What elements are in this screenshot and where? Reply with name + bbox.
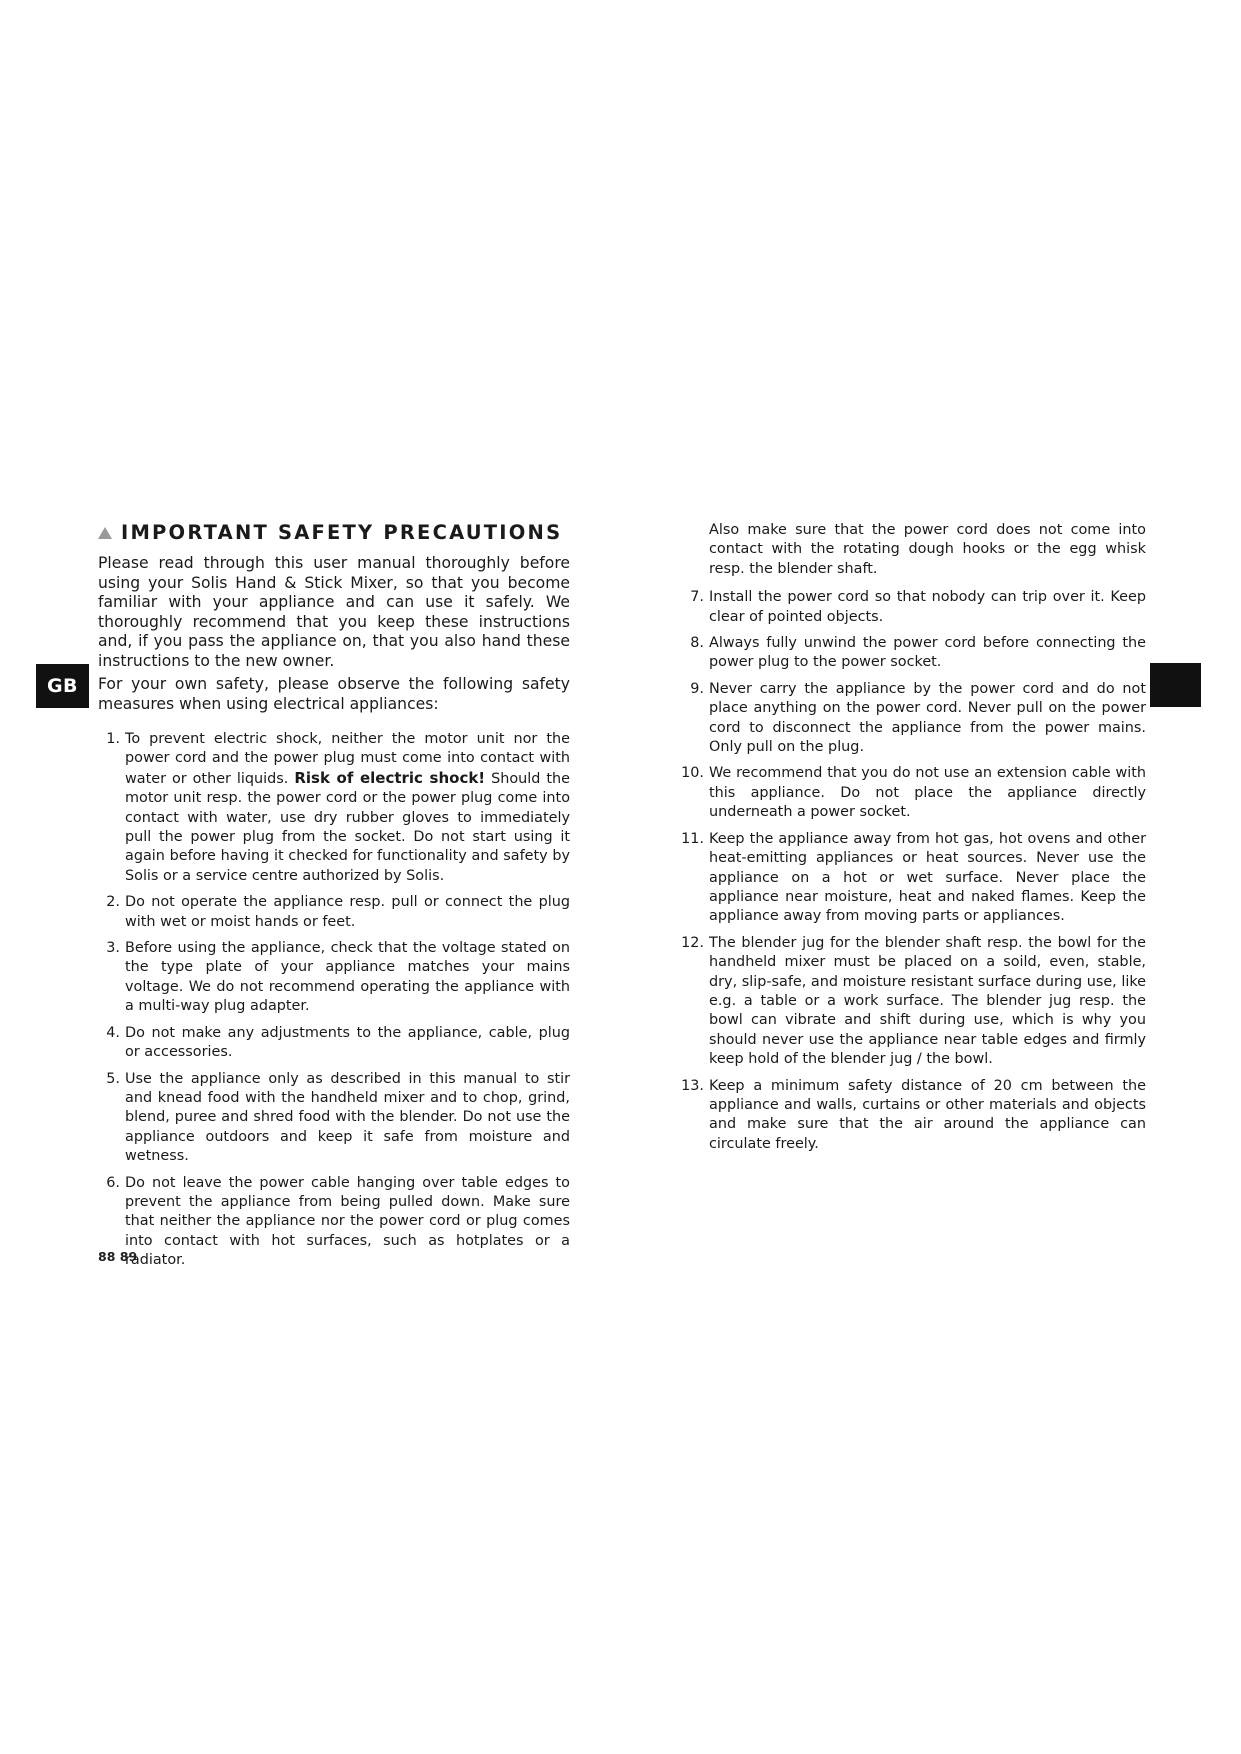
item-text: Do not leave the power cable hanging over table edges to prevent the appliance from being pulled down. Make sure that neither the appliance nor the power cord or plug comes into contact with hot surfaces, such as hotplates or a radiator.	[125, 1174, 570, 1269]
list-item	[676, 634, 1146, 673]
warning-triangle-icon	[98, 527, 112, 539]
list-item	[676, 588, 1146, 627]
list-item	[98, 730, 570, 886]
item-text: Install the power cord so that nobody can trip over it. Keep clear of pointed objects.	[709, 589, 1146, 625]
item-text: Never carry the appliance by the power cord and do not place anything on the power cord. Never pull on the power cord to disconnect the appliance from the power mains. Only pull on the plug.	[709, 680, 1146, 756]
item-text-continued: Should the motor unit resp. the power cord or the power plug come into contact with water, use dry rubber gloves to immediately pull the power plug from the socket. Do not start using it again before having it checked for functionality and safety by Solis or a service centre authorized by Solis.	[125, 770, 570, 884]
item-text: Before using the appliance, check that the voltage stated on the type plate of your appliance matches your mains voltage. We do not recommend operating the appliance with a multi-way plug adapter.	[125, 940, 570, 1015]
item-text: The blender jug for the blender shaft resp. the bowl for the handheld mixer must be placed on a soild, even, stable, dry, slip-safe, and moisture resistant surface during use, like e.g. a table or a work surface. The blender jug resp. the bowl can vibrate and shift during use, which is why you should never use the appliance near table edges and firmly keep hold of the blender jug / the bowl.	[709, 934, 1146, 1068]
item-text: We recommend that you do not use an extension cable with this appliance. Do not place the appliance directly underneath a power socket.	[709, 765, 1146, 821]
page-numbers: 88 89	[98, 1249, 138, 1264]
item-number: 9.	[690, 680, 704, 697]
item-number: 12.	[681, 934, 704, 951]
item-number: 4.	[106, 1024, 120, 1041]
list-item	[98, 1174, 570, 1271]
list-item	[676, 680, 1146, 758]
item-text: Do not make any adjustments to the appliance, cable, plug or accessories.	[125, 1024, 570, 1061]
item-number: 13.	[681, 1077, 704, 1094]
item-warning-emphasis: Risk of electric shock!	[294, 768, 486, 787]
list-item	[676, 764, 1146, 822]
item-text: Do not operate the appliance resp. pull or connect the plug with wet or moist hands or feet.	[125, 894, 570, 930]
list-item	[98, 1024, 570, 1063]
intro-paragraph-safety: For your own safety, please observe the following safety measures when using electrical appliances:	[98, 675, 570, 713]
list-item	[676, 1077, 1146, 1155]
item-number: 5.	[106, 1070, 120, 1087]
left-column	[98, 521, 570, 1278]
intro-paragraph: Please read through this user manual thoroughly before using your Solis Hand & Stick Mixer, so that you become familiar with your appliance and can use it safely. We thoroughly recommend that you keep these instructions and, if you pass the appliance on, that you also hand these instructions to the new owner.	[98, 554, 570, 670]
safety-list-left	[98, 730, 570, 1271]
item-number: 2.	[106, 894, 120, 911]
item-number: 6.	[106, 1174, 120, 1191]
item-number: 7.	[690, 589, 704, 606]
section-heading	[98, 521, 570, 544]
item-text: Use the appliance only as described in this manual to stir and knead food with the handheld mixer and to chop, grind, blend, puree and shred food with the blender. Do not use the appliance outdoors and keep it safe from moisture and wetness.	[125, 1070, 570, 1165]
list-item	[98, 1070, 570, 1167]
item-text: Keep a minimum safety distance of 20 cm between the appliance and walls, curtains or other materials and objects and make sure that the air around the appliance can circulate freely.	[709, 1077, 1146, 1152]
item-number: 8.	[690, 635, 704, 652]
list-item	[98, 939, 570, 1017]
item-number: 1.	[106, 731, 120, 747]
list-item	[676, 934, 1146, 1070]
language-tab-label: GB	[46, 675, 79, 697]
item-text: Keep the appliance away from hot gas, hot ovens and other heat-emitting appliances or heat sources. Never use the appliance on a hot or wet surface. Never place the appliance near moisture, heat and naked flames. Keep the appliance away from moving parts or appliances.	[709, 830, 1146, 925]
language-tab	[36, 664, 89, 708]
item-text: Always fully unwind the power cord before connecting the power plug to the power socket.	[709, 635, 1146, 671]
item-number: 10.	[681, 765, 704, 782]
item-text: To prevent electric shock, neither the motor unit nor the power cord and the power plug must come into contact with water or other liquids.	[125, 731, 570, 787]
item-6-continuation: Also make sure that the power cord does not come into contact with the rotating dough hooks or the egg whisk resp. the blender shaft.	[709, 522, 1146, 577]
item-number: 11.	[681, 830, 704, 847]
list-item	[676, 830, 1146, 927]
section-title: IMPORTANT SAFETY PRECAUTIONS	[121, 521, 563, 544]
right-edge-tab	[1150, 663, 1201, 707]
item-number: 3.	[106, 940, 120, 957]
list-item	[98, 893, 570, 932]
safety-list-right	[676, 588, 1146, 1154]
right-column	[676, 521, 1146, 1161]
